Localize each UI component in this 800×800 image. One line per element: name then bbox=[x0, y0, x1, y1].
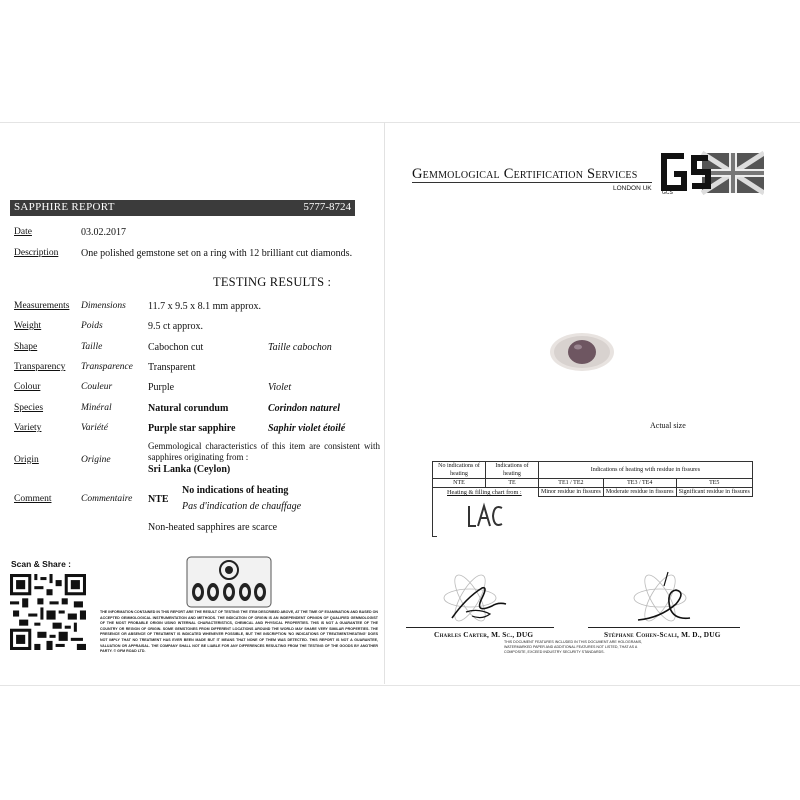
species-label: Species bbox=[14, 403, 44, 413]
weight-label: Weight bbox=[14, 321, 42, 331]
qr-code-icon[interactable] bbox=[10, 574, 86, 650]
shape-value: Cabochon cut bbox=[148, 342, 204, 353]
actual-size-caption: Actual size bbox=[650, 421, 686, 430]
lhc-logo-icon bbox=[466, 502, 506, 530]
table-bracket bbox=[432, 486, 433, 536]
variety-value: Purple star sapphire bbox=[148, 423, 236, 434]
origin-label: Origin bbox=[14, 455, 39, 465]
lab-name bbox=[412, 166, 638, 183]
table-cell: Significant residue in fissures bbox=[676, 488, 752, 497]
lab-name-text: Gemmological Certification Services bbox=[412, 166, 638, 182]
variety-label-fr: Variété bbox=[81, 423, 108, 433]
hologram-seal-icon bbox=[186, 556, 272, 608]
transparency-value: Transparent bbox=[148, 362, 196, 373]
measurements-value: 11.7 x 9.5 x 8.1 mm approx. bbox=[148, 301, 261, 312]
gcs-logo-icon bbox=[658, 150, 764, 196]
comment-label-fr: Commentaire bbox=[81, 494, 133, 504]
report-title: SAPPHIRE REPORT bbox=[14, 201, 115, 213]
heating-chart-label: Heating & filling chart from : bbox=[447, 489, 522, 496]
colour-label: Colour bbox=[14, 382, 41, 392]
origin-note: Gemmological characteristics of this item are consistent with sapphires originating from : bbox=[148, 441, 380, 462]
table-row bbox=[433, 462, 753, 479]
shape-value-fr: Taille cabochon bbox=[268, 342, 332, 353]
disclaimer-text: THE INFORMATION CONTAINED IN THIS REPORT ARE THE RESULT OF TESTING THE ITEM DESCRIBED ABOVE, AT THE TIME OF EXAMINATION AND BASED ON ACCEPTED GEMMOLOGICAL INSTRUMENTATION AND METHODS. THE INDICATION OF ORIGIN IS AN INDEPENDENT OPINION OF QUALIFIED GEMMOLOGIST OF THE MOST PROBABLE ORIGIN USING INTERNAL CHARACTERISTICS, CHEMICAL AND PHYSICAL PROPERTIES. THIS IS NOT A GUARANTEE OF THE COUNTRY OR REGION OF ORIGIN. SOME GEMSTONES FROM DIFFERENT LOCATIONS AROUND THE WORLD MAY SHARE VERY SIMILAR PROPERTIES. THE PRESENCE OR ABSENCE OF TREATMENT IS INDICATED WHENEVER POSSIBLE, BUT THE INSCRIPTION 'NO INDICATIONS OF TREATMENT/HEATING' DOES NOT IMPLY THAT NO TREATMENT HAS EVER BEEN MADE BUT IT MEANS THAT NONE OF THEM WAS DETECTED. THIS REPORT IS NOT A GUARANTEE, VALUATION OR APPRAISAL. THE COMPANY SHALL NOT BE LIABLE FOR ANY DIFFERENCES RESULTING FROM THE TESTING OF THE GOODS BY ANOTHER PARTY. © GFM ROAD LTD. bbox=[100, 610, 378, 654]
table-cell: NTE bbox=[433, 479, 486, 488]
security-note: THIS DOCUMENT FEATURES INCLUDED IN THIS DOCUMENT ARE HOLOGRAMS, WATERMARKED PAPER AND ADDITIONAL FEATURES NOT LISTED, THAT AS A COMPOSITE, EXCEED INDUSTRY SECURITY STANDARDS. bbox=[504, 640, 643, 655]
description-label: Description bbox=[14, 248, 59, 258]
table-cell: TE1 / TE2 bbox=[539, 479, 604, 488]
description-value: One polished gemstone set on a ring with 12 brilliant cut diamonds. bbox=[81, 248, 353, 259]
comment-value: No indications of heating bbox=[182, 485, 289, 496]
origin-value: Sri Lanka (Ceylon) bbox=[148, 464, 231, 475]
shape-label-fr: Taille bbox=[81, 342, 103, 352]
table-bracket bbox=[432, 536, 437, 537]
signatory-name: Stéphane Cohen-Scali, M. D., DUG bbox=[604, 630, 721, 639]
ring-photo bbox=[548, 330, 616, 374]
measurements-label: Measurements bbox=[14, 301, 70, 311]
colour-value: Purple bbox=[148, 382, 175, 393]
variety-label: Variety bbox=[14, 423, 42, 433]
measurements-label-fr: Dimensions bbox=[81, 301, 126, 311]
shape-label: Shape bbox=[14, 342, 38, 352]
variety-value-fr: Saphir violet étoilé bbox=[268, 423, 346, 434]
comment-note: Non-heated sapphires are scarce bbox=[148, 522, 278, 533]
colour-value-fr: Violet bbox=[268, 382, 292, 393]
report-header bbox=[10, 200, 355, 216]
date-value: 03.02.2017 bbox=[81, 227, 126, 238]
table-cell: TE5 bbox=[676, 479, 752, 488]
signature-line bbox=[588, 627, 740, 628]
signatory-name: Charles Carter, M. Sc., DUG bbox=[434, 630, 534, 639]
page-fold bbox=[384, 122, 385, 684]
species-label-fr: Minéral bbox=[81, 403, 112, 413]
table-cell: Minor residue in fissures bbox=[539, 488, 604, 497]
atom-seal-icon bbox=[436, 568, 526, 628]
species-value: Natural corundum bbox=[148, 403, 229, 414]
lab-location: LONDON UK bbox=[613, 185, 652, 192]
lab-name-rule bbox=[412, 182, 652, 183]
testing-results-heading: TESTING RESULTS : bbox=[213, 275, 332, 289]
species-value-fr: Corindon naturel bbox=[268, 403, 340, 414]
date-label: Date bbox=[14, 227, 32, 237]
table-cell: Moderate residue in fissures bbox=[603, 488, 676, 497]
table-row bbox=[433, 479, 753, 488]
table-cell: TE3 / TE4 bbox=[603, 479, 676, 488]
logo-text: GCS bbox=[662, 190, 673, 196]
comment-code: NTE bbox=[148, 494, 169, 505]
weight-value: 9.5 ct approx. bbox=[148, 321, 203, 332]
scan-share-label: Scan & Share : bbox=[11, 559, 71, 569]
table-cell: No indications of heating bbox=[433, 462, 486, 479]
weight-label-fr: Poids bbox=[81, 321, 103, 331]
transparency-label: Transparency bbox=[14, 362, 66, 372]
origin-label-fr: Origine bbox=[81, 455, 111, 465]
comment-label: Comment bbox=[14, 494, 52, 504]
comment-value-fr: Pas d'indication de chauffage bbox=[182, 501, 302, 512]
colour-label-fr: Couleur bbox=[81, 382, 113, 392]
table-cell: Indications of heating with residue in fissures bbox=[539, 462, 753, 479]
transparency-label-fr: Transparence bbox=[81, 362, 133, 372]
report-number: 5777-8724 bbox=[303, 201, 351, 213]
atom-seal-icon bbox=[620, 568, 710, 628]
table-cell: Indications of heating bbox=[486, 462, 539, 479]
table-cell: TE bbox=[486, 479, 539, 488]
signature-line bbox=[406, 627, 554, 628]
